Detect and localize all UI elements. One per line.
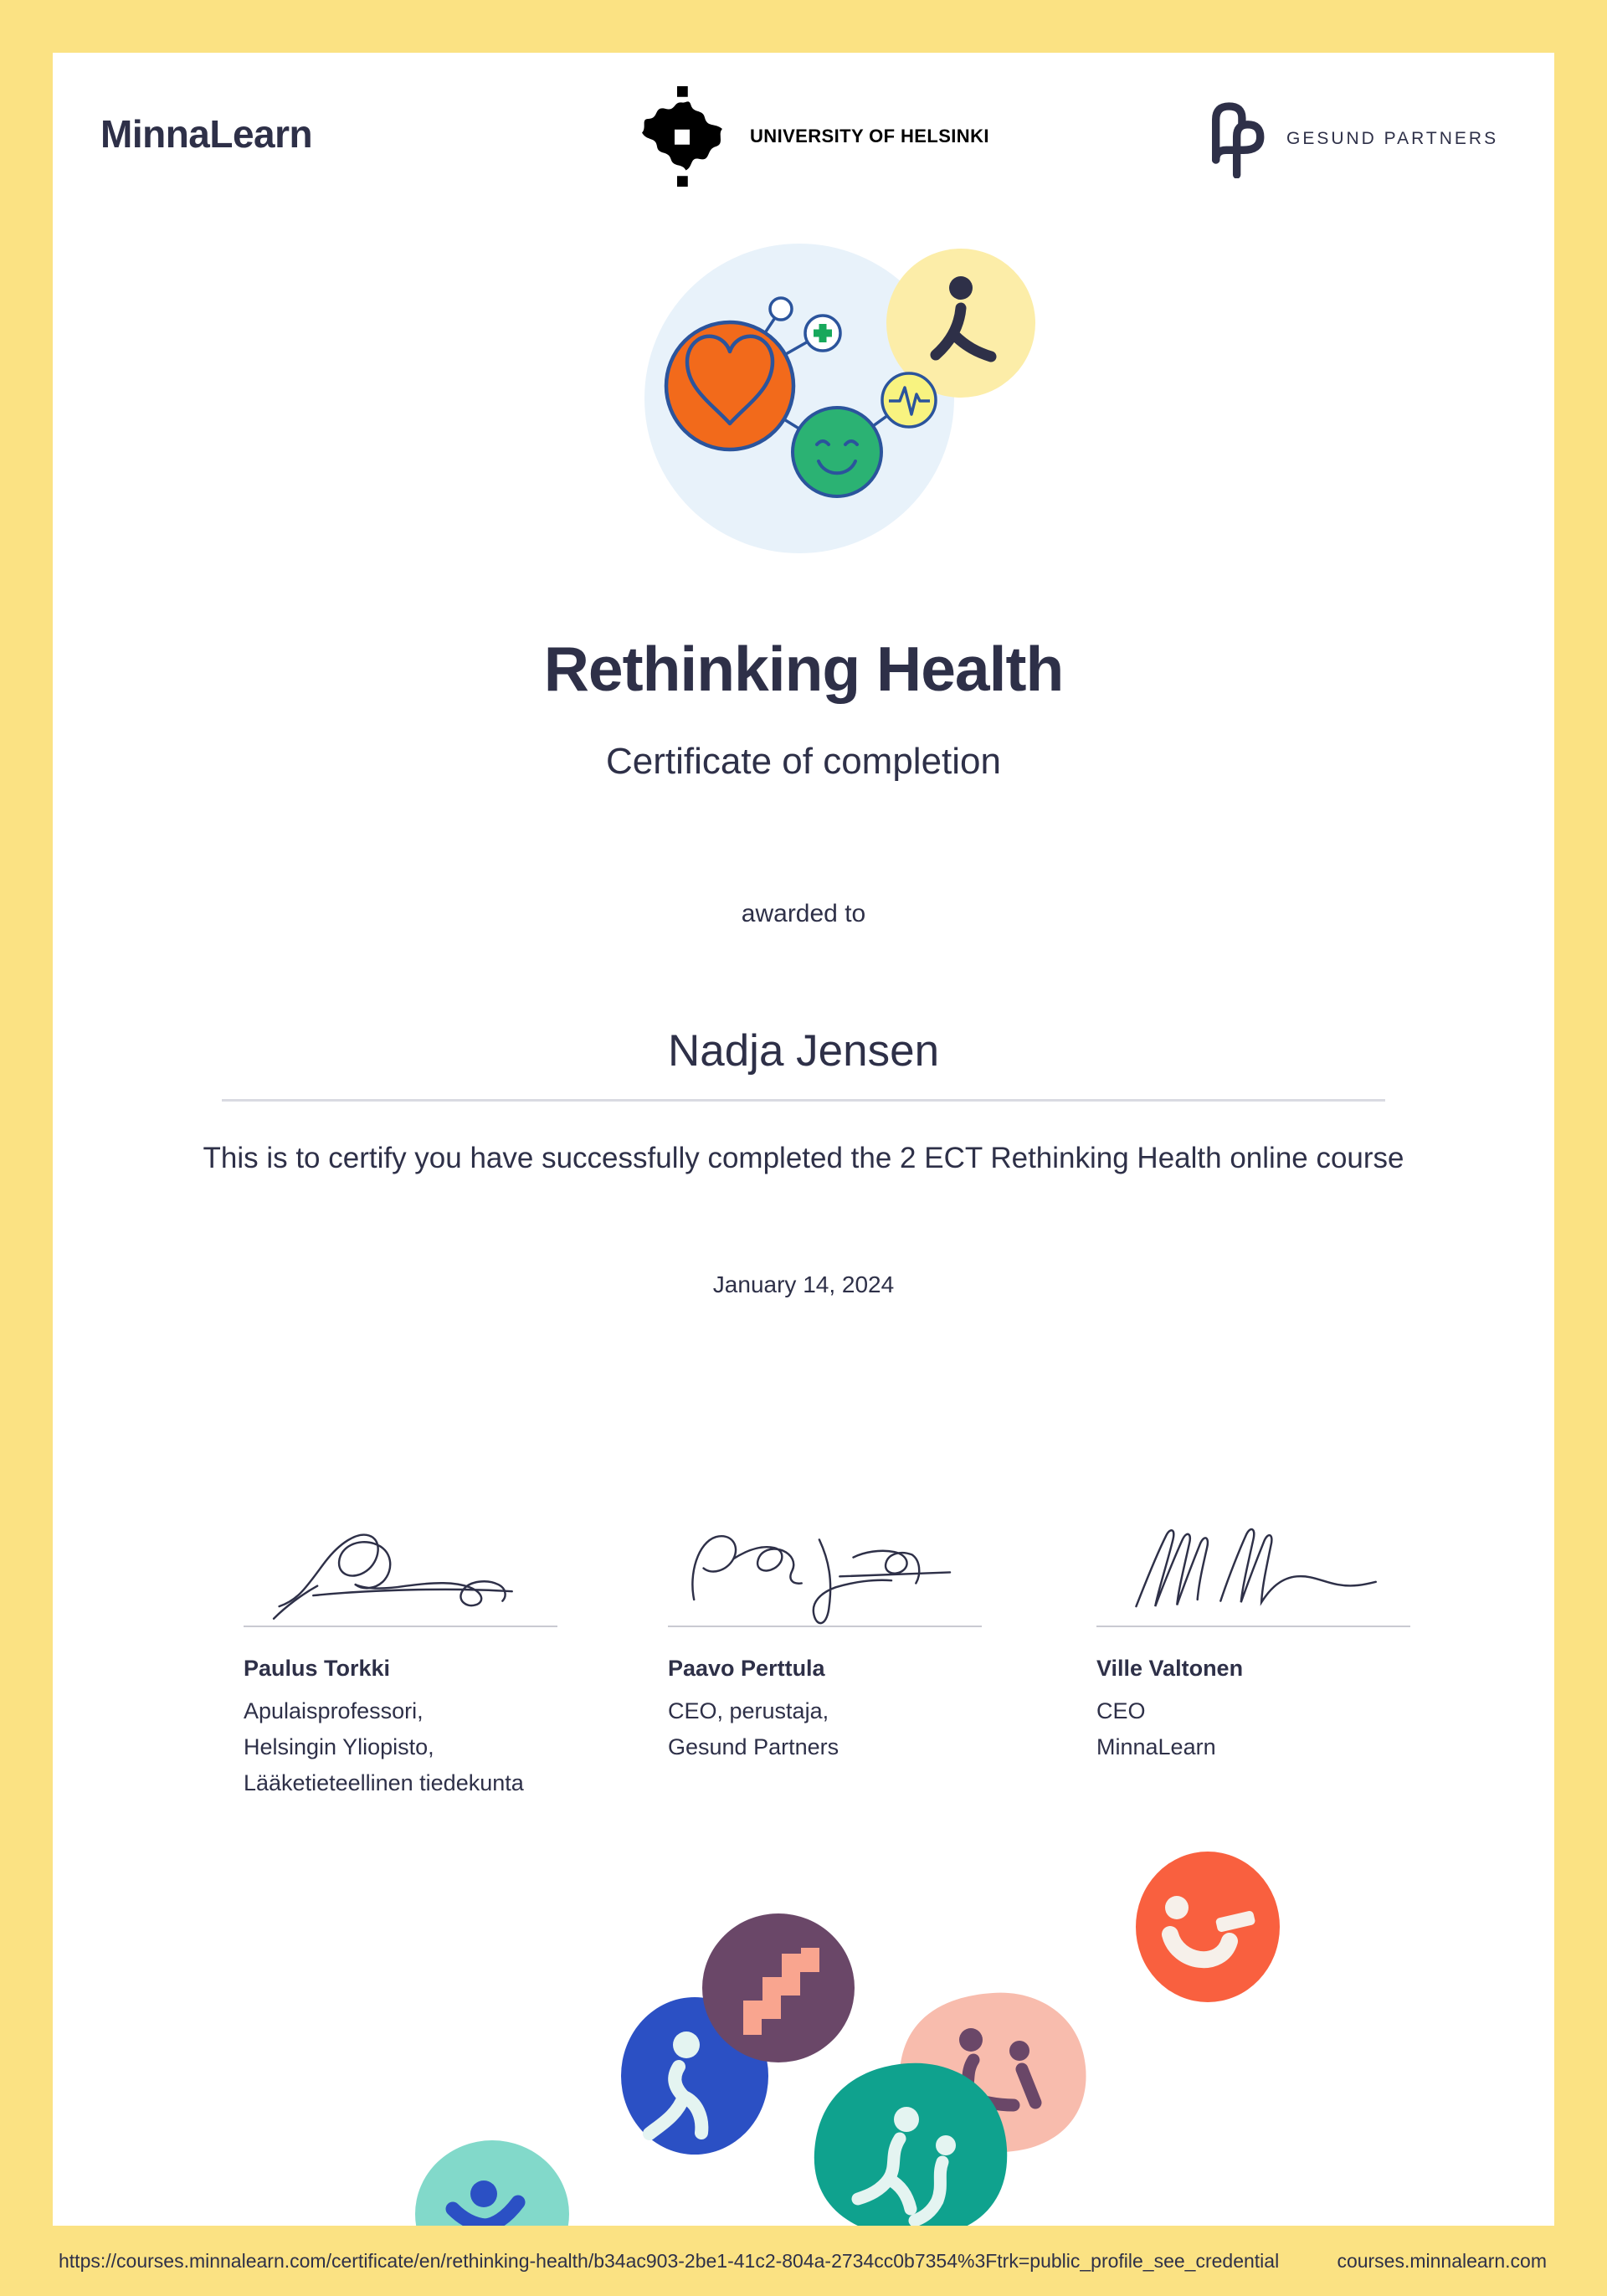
raised-arms-person-icon (415, 2140, 569, 2226)
small-node-circle (770, 298, 792, 320)
awarded-label: awarded to (741, 900, 866, 927)
health-network-illustration (586, 224, 1055, 561)
signatory-role-line: Apulaisprofessori, (244, 1698, 424, 1723)
signature-block-ville-valtonen (1096, 1519, 1413, 1765)
university-of-helsinki-label: UNIVERSITY OF HELSINKI (750, 126, 989, 146)
certificate-statement: This is to certify you have successfully completed the 2 ECT Rethinking Health online course (203, 1142, 1404, 1174)
university-of-helsinki-logo (633, 86, 989, 187)
two-people-icon (814, 2063, 1007, 2226)
signatory-name: Ville Valtonen (1096, 1656, 1244, 1681)
footer-bar (0, 2226, 1607, 2296)
certificate-subtitle: Certificate of completion (606, 741, 1001, 782)
bottom-decoration-illustration (53, 1807, 1554, 2226)
calm-smiley-icon (793, 408, 881, 496)
gesund-partners-logo (1206, 99, 1498, 178)
winking-smiley-icon (1136, 1852, 1280, 2002)
signature-block-paavo-perttula (668, 1519, 984, 1765)
signatory-role-line: CEO, perustaja, (668, 1698, 829, 1723)
gesund-partners-label: GESUND PARTNERS (1286, 128, 1499, 148)
recipient-underline (222, 1099, 1385, 1102)
signatory-role-line: MinnaLearn (1096, 1734, 1216, 1759)
signature-line (1096, 1626, 1410, 1627)
medical-plus-icon (805, 316, 840, 351)
signatory-role-line: Lääketieteellinen tiedekunta (244, 1770, 524, 1795)
gesund-monogram-icon (1206, 100, 1271, 178)
signatory-name: Paulus Torkki (244, 1656, 391, 1681)
signatory-name: Paavo Perttula (668, 1656, 825, 1681)
signatory-role-line: Helsingin Yliopisto, (244, 1734, 434, 1759)
helsinki-flame-icon (633, 86, 732, 187)
signatory-role-line: CEO (1096, 1698, 1146, 1723)
recipient-name: Nadja Jensen (667, 1026, 940, 1076)
signature-block-paulus-torkki (244, 1519, 560, 1801)
minnalearn-logo (100, 111, 312, 157)
signatory-role-line: Gesund Partners (668, 1734, 839, 1759)
minnalearn-logo-text: MinnaLearn (100, 112, 313, 156)
page-title: Rethinking Health (543, 634, 1064, 704)
signature-line (244, 1626, 557, 1627)
signature-paavo-perttula (668, 1519, 984, 1621)
ecg-pulse-icon (882, 373, 936, 427)
certificate-sheet (53, 53, 1554, 2226)
certificate-url: https://courses.minnalearn.com/certificate/en/rethinking-health/b34ac903-2be1-41c2-804a-2734cc0b7354%3Ftrk=public_profile_see_credential (59, 2250, 1280, 2272)
heart-icon (666, 322, 793, 449)
signature-line (668, 1626, 982, 1627)
site-label: courses.minnalearn.com (1337, 2250, 1547, 2272)
signature-ville-valtonen (1096, 1519, 1413, 1621)
stairs-icon (702, 1913, 855, 2062)
signature-paulus-torkki (244, 1519, 560, 1621)
completion-date: January 14, 2024 (712, 1271, 895, 1297)
